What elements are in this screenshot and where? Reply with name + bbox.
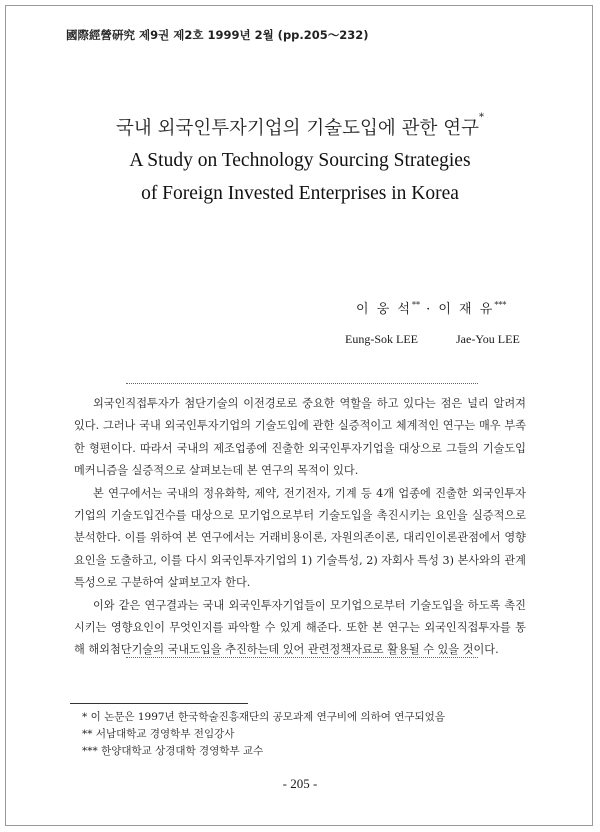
korean-authors: [356, 298, 506, 317]
footnote-rule: [70, 703, 248, 704]
journal-header: 國際經營硏究 제9권 제2호 1999년 2월 (pp.205～232): [66, 28, 369, 42]
author-2-korean: 이 재 유: [438, 302, 495, 317]
english-title-line-2: of Foreign Invested Enterprises in Korea: [141, 183, 459, 204]
abstract-top-divider: [126, 383, 478, 384]
abstract: [74, 393, 526, 662]
footnote: ** 서남대학교 경영학부 전임강사: [82, 728, 235, 740]
abstract-paragraph: 이와 같은 연구결과는 국내 외국인투자기업들이 모기업으로부터 기술도입을 하도록 촉진시키는 영향요인이 무엇인지를 파악할 수 있게 해준다. 또한 본 연구는 외국인직접투자를 통해 해외첨단기술의 국내도입을 추진하는데 있어 관련정책자료로 활용될 수 있을 것이다.: [74, 598, 526, 657]
page-number: - 205 -: [282, 776, 318, 791]
author-2-mark: ***: [494, 300, 507, 310]
author-2-english: Jae-You LEE: [456, 332, 520, 346]
title-footnote-mark: *: [479, 112, 485, 123]
author-1-mark: **: [411, 300, 420, 310]
korean-title: [0, 114, 600, 140]
abstract-bottom-divider: [126, 657, 478, 658]
footnote: *** 한양대학교 상경대학 경영학부 교수: [82, 745, 264, 757]
author-separator: ·: [419, 302, 439, 317]
footnote: * 이 논문은 1997년 한국학술진흥재단의 공모과제 연구비에 의하여 연구되었음: [82, 711, 445, 723]
abstract-paragraph: 본 연구에서는 국내의 정유화학, 제약, 전기전자, 기계 등 4개 업종에 진출한 외국인투자기업의 기술도입건수를 대상으로 모기업으로부터 기술도입을 촉진시키는 요인을 실증적으로 분석한다. 이를 위하여 본 연구에서는 거래비용이론, 자원의존이론, 대리인이론관점에서 영향요인을 도출하고, 이를 다시 외국인투자기업의 1) 기술특성, 2) 자회사 특성 3) 본사와의 관계특성으로 구분하여 살펴보고자 한다.: [74, 486, 526, 590]
abstract-paragraph: 외국인직접투자가 첨단기술의 이전경로로 중요한 역할을 하고 있다는 점은 널리 알려져 있다. 그러나 국내 외국인투자기업의 기술도입에 관한 실증적이고 체계적인 연구는 매우 부족한 형편이다. 따라서 국내의 제조업종에 진출한 외국인투자기업을 대상으로 그들의 기술도입메커니즘을 실증적으로 살펴보는데 본 연구의 목적이 있다.: [74, 397, 526, 478]
english-title-line-1: A Study on Technology Sourcing Strategies: [129, 150, 471, 171]
author-1-english: Eung-Sok LEE: [345, 332, 418, 346]
footnotes: [82, 709, 445, 760]
korean-title-text: 국내 외국인투자기업의 기술도입에 관한 연구: [115, 118, 480, 139]
author-1-korean: 이 웅 석: [356, 302, 412, 317]
